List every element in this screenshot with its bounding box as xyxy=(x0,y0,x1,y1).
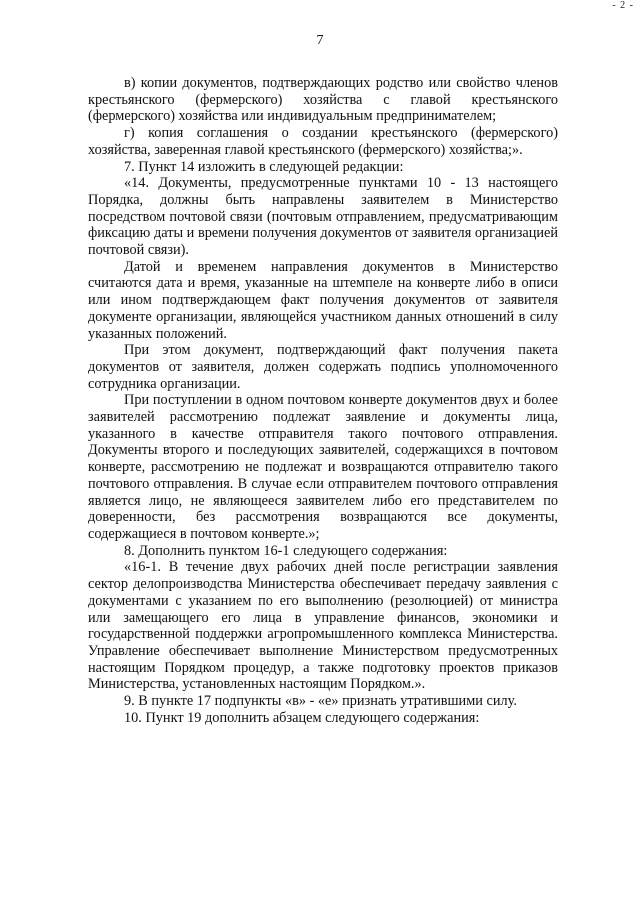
paragraph-amendment-7: 7. Пункт 14 изложить в следующей редакции: xyxy=(124,158,404,175)
paragraph-clause-16-1: «16-1. В течение двух рабочих дней после регистрации заявления сектор делопроизводства Министерства обеспечивает передачу заявления с документами с указанием по его выполнению (резолюцией) от министра или замещающего его лица в управление финансов, экономики и государственной поддержки агропромышленного комплекса Министерства. Управление обеспечивает выполнение Министерством предусмотренных настоящим Порядком процедур, а также подготовку проектов приказов Министерства, установленных настоящим Порядком.». xyxy=(88,559,558,693)
paragraph-item-v: в) копии документов, подтверждающих родство или свойство членов крестьянского (фермерского) хозяйства с главой крестьянского (фермерского) хозяйства или индивидуальным предпринимателем; xyxy=(88,75,558,125)
document-body xyxy=(88,75,558,726)
paragraph-amendment-10: 10. Пункт 19 дополнить абзацем следующего содержания: xyxy=(124,709,480,726)
paragraph-amendment-9: 9. В пункте 17 подпункты «в» - «е» признать утратившими силу. xyxy=(124,693,517,710)
page-number: 7 xyxy=(316,33,324,48)
paragraph-receipt-signature: При этом документ, подтверждающий факт получения пакета документов от заявителя, должен содержать подпись уполномоченного сотрудника организации. xyxy=(88,342,558,392)
paragraph-clause-14: «14. Документы, предусмотренные пунктами 10 - 13 настоящего Порядка, должны быть направлены заявителем в Министерство посредством почтовой связи (почтовым отправлением, предусматривающим фиксацию даты и времени получения документов от заявителя организацией почтовой связи). xyxy=(88,175,558,259)
corner-mark: - 2 - xyxy=(612,0,634,11)
paragraph-item-g: г) копия соглашения о создании крестьянского (фермерского) хозяйства, заверенная главой крестьянского (фермерского) хозяйства;». xyxy=(88,125,558,158)
paragraph-dispatch-date: Датой и временем направления документов в Министерство считаются дата и время, указанные на штемпеле на конверте либо в описи или ином подтверждающем факт получения документов от заявителя документе организации, являющейся участником данных отношений в силу указанных положений. xyxy=(88,258,558,342)
paragraph-amendment-8: 8. Дополнить пунктом 16-1 следующего содержания: xyxy=(124,542,448,559)
paragraph-multiple-applicants: При поступлении в одном почтовом конверте документов двух и более заявителей рассмотрению подлежат заявление и документы лица, указанного в качестве отправителя такого почтового отправления. Документы второго и последующих заявителей, содержащихся в почтовом конверте, рассмотрению не подлежат и возвращаются отправителю такого почтового отправления. В случае если отправителем почтового отправления является лицо, не являющееся заявителем либо его представителем по доверенности, без рассмотрения возвращаются все документы, содержащиеся в почтовом конверте.»; xyxy=(88,392,558,542)
